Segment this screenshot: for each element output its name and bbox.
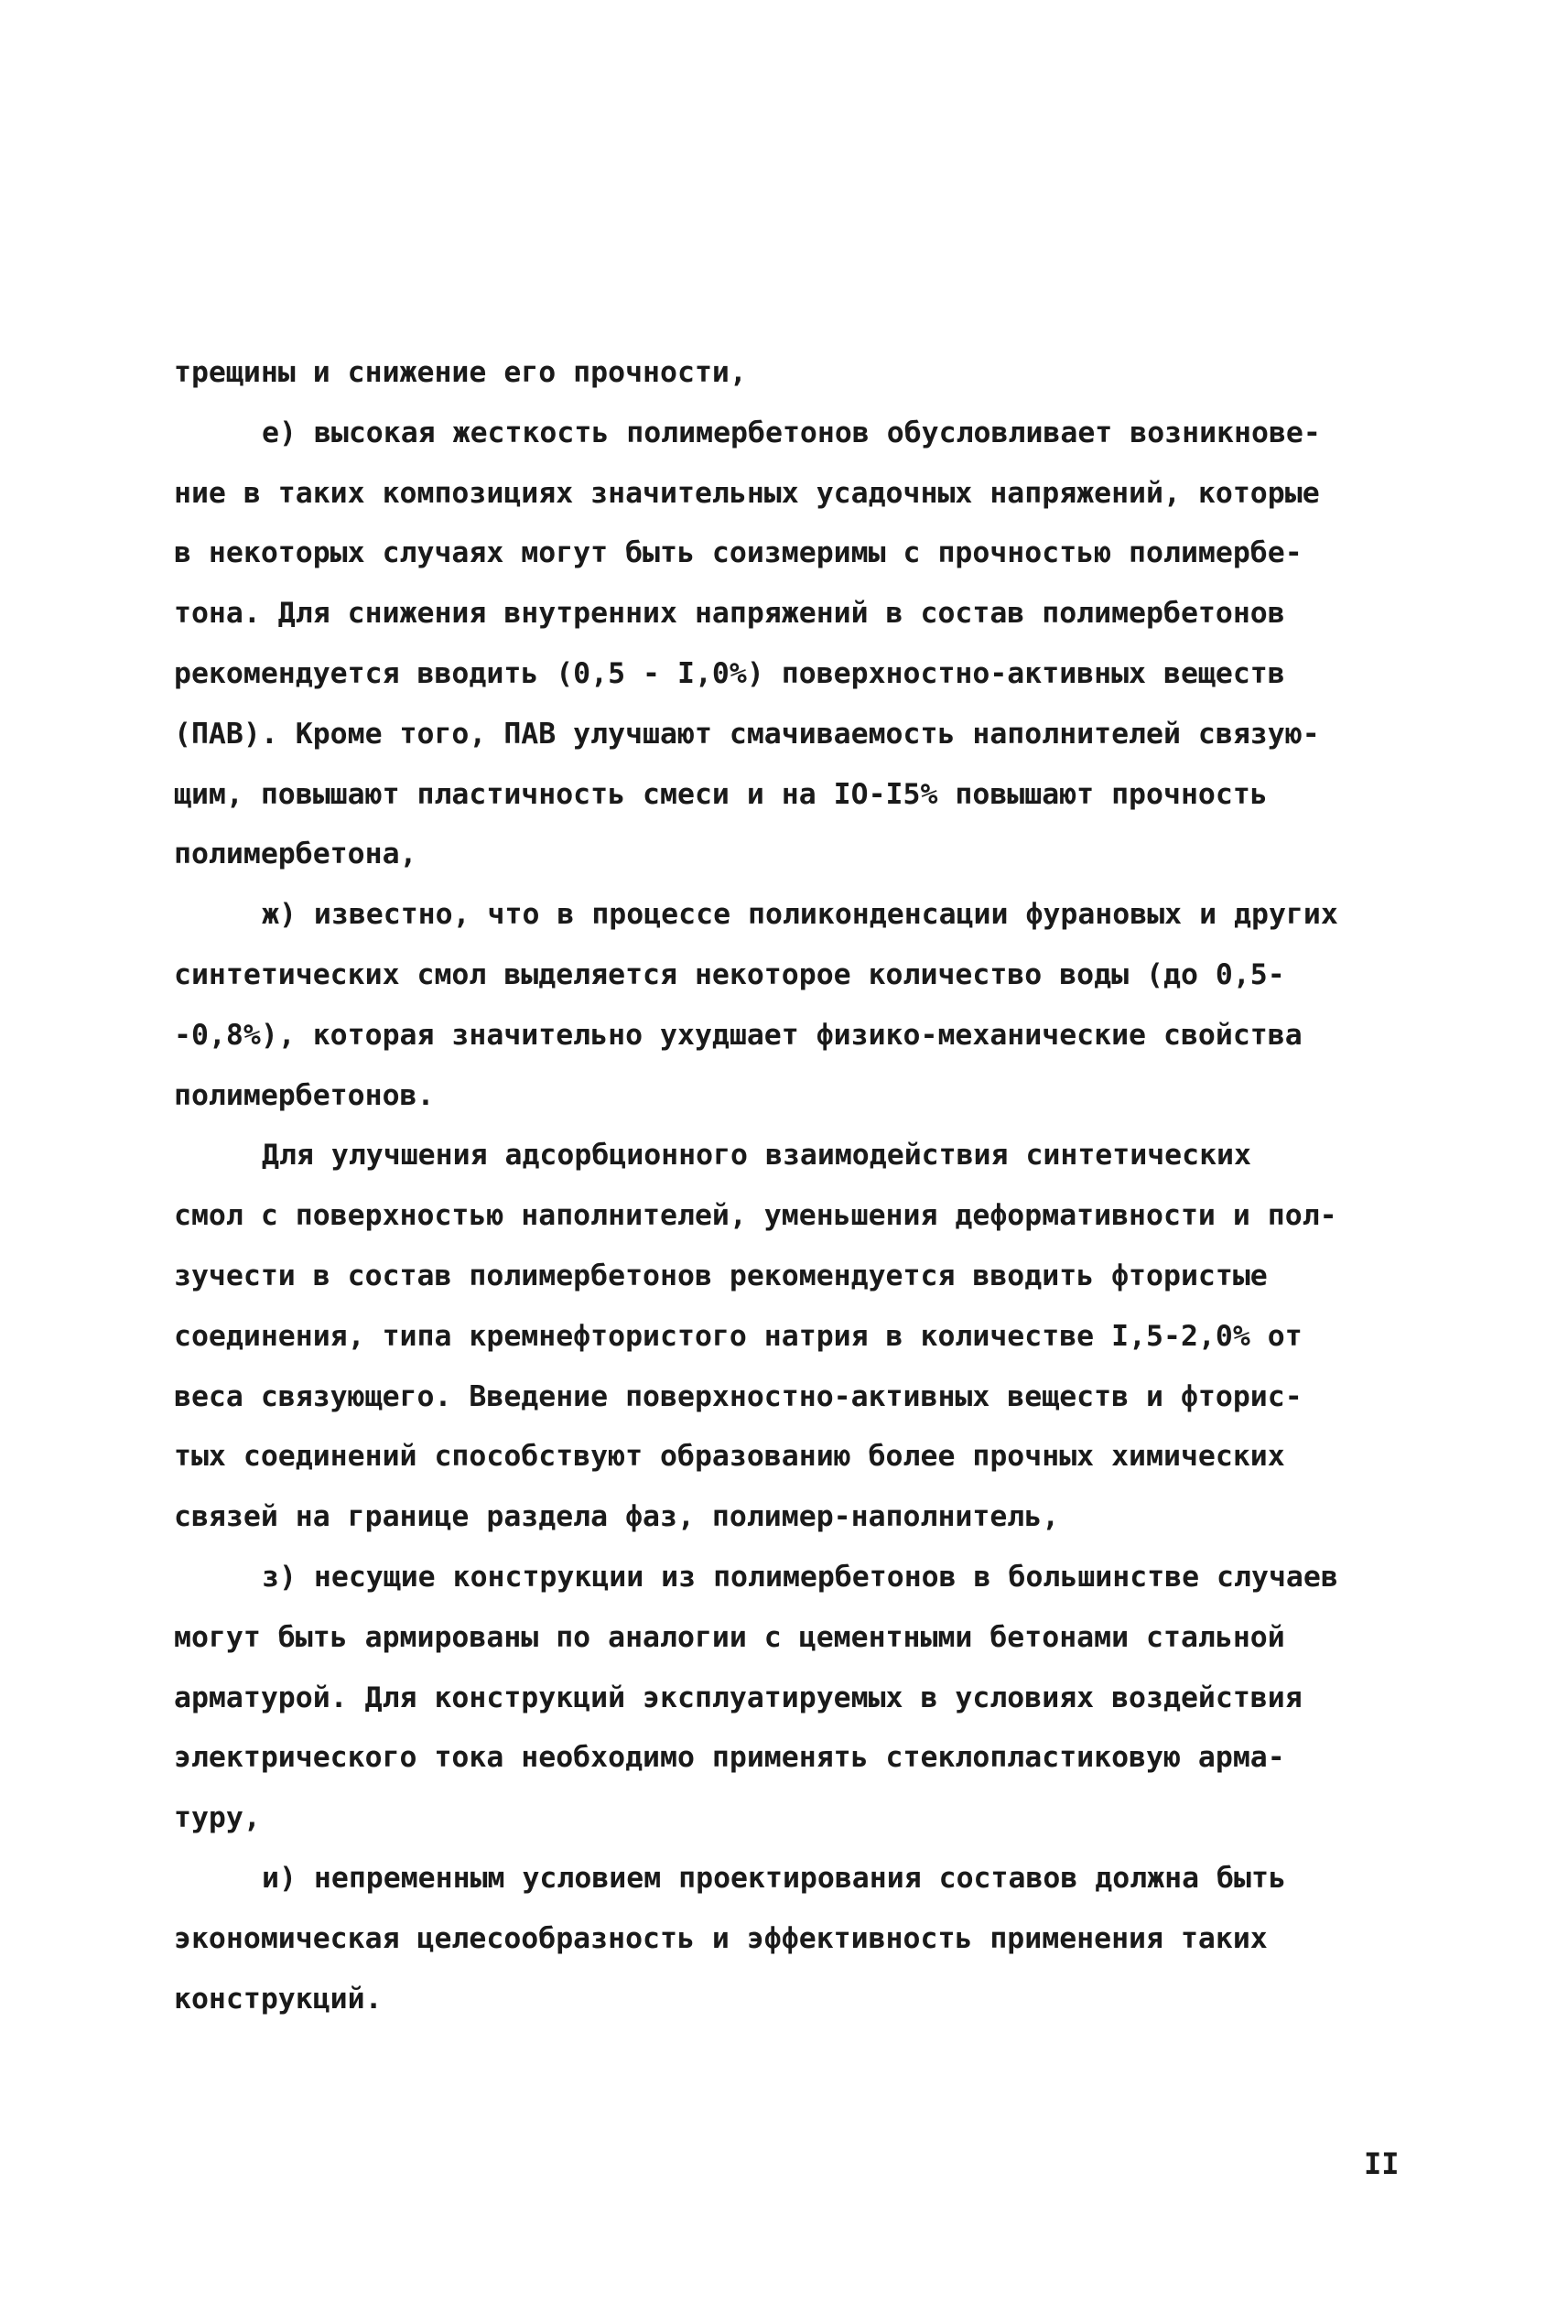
text-line: синтетических смол выделяется некоторое количество воды (до 0,5- xyxy=(174,957,1285,991)
text-line: электрического тока необходимо применять стеклопластиковую арма- xyxy=(174,1741,1285,1775)
text-line: полимербетона, xyxy=(174,838,417,871)
text-line: Для улучшения адсорбционного взаимодействия синтетических xyxy=(262,1139,1251,1173)
text-line: -0,8%), которая значительно ухудшает физико-механические свойства xyxy=(174,1018,1303,1052)
text-line: в некоторых случаях могут быть соизмеримы с прочностью полимербе- xyxy=(174,536,1303,570)
text-line: е) высокая жесткость полимербетонов обусловливает возникнове- xyxy=(262,416,1321,449)
text-line: рекомендуется вводить (0,5 - I,0%) поверхностно-активных веществ xyxy=(174,656,1285,690)
text-line: щим, повышают пластичность смеси и на IO-I5% повышают прочность xyxy=(174,777,1268,811)
text-line: зучести в состав полимербетонов рекомендуется вводить фтористые xyxy=(174,1259,1268,1292)
text-line: соединения, типа кремнефтористого натрия в количестве I,5-2,0% от xyxy=(174,1319,1303,1353)
text-line: туру, xyxy=(174,1801,261,1835)
text-line: тона. Для снижения внутренних напряжений в состав полимербетонов xyxy=(174,597,1285,631)
page-number: II xyxy=(1364,2146,1400,2181)
text-line: (ПАВ). Кроме того, ПАВ улучшают смачиваемость наполнителей связую- xyxy=(174,717,1320,751)
text-line: могут быть армированы по аналогии с цементными бетонами стальной xyxy=(174,1620,1285,1654)
body-text xyxy=(174,343,1474,2029)
text-line: з) несущие конструкции из полимербетонов в большинстве случаев xyxy=(262,1560,1338,1594)
text-line: связей на границе раздела фаз, полимер-наполнитель, xyxy=(174,1500,1060,1534)
text-line: арматурой. Для конструкций эксплуатируемых в условиях воздействия xyxy=(174,1681,1303,1714)
text-line: смол с поверхностью наполнителей, уменьшения деформативности и пол- xyxy=(174,1199,1337,1233)
text-line: ж) известно, что в процессе поликонденсации фурановых и других xyxy=(262,898,1338,932)
text-line: и) непременным условием проектирования составов должна быть xyxy=(262,1861,1286,1895)
text-line: экономическая целесообразность и эффективность применения таких xyxy=(174,1921,1268,1955)
text-line: полимербетонов. xyxy=(174,1078,435,1112)
text-line: тых соединений способствуют образованию более прочных химических xyxy=(174,1440,1285,1474)
text-line: трещины и снижение его прочности, xyxy=(174,356,747,389)
text-line: конструкций. xyxy=(174,1982,383,2016)
text-line: ние в таких композициях значительных усадочных напряжений, которые xyxy=(174,476,1320,510)
text-line: веса связующего. Введение поверхностно-активных веществ и фторис- xyxy=(174,1379,1303,1413)
